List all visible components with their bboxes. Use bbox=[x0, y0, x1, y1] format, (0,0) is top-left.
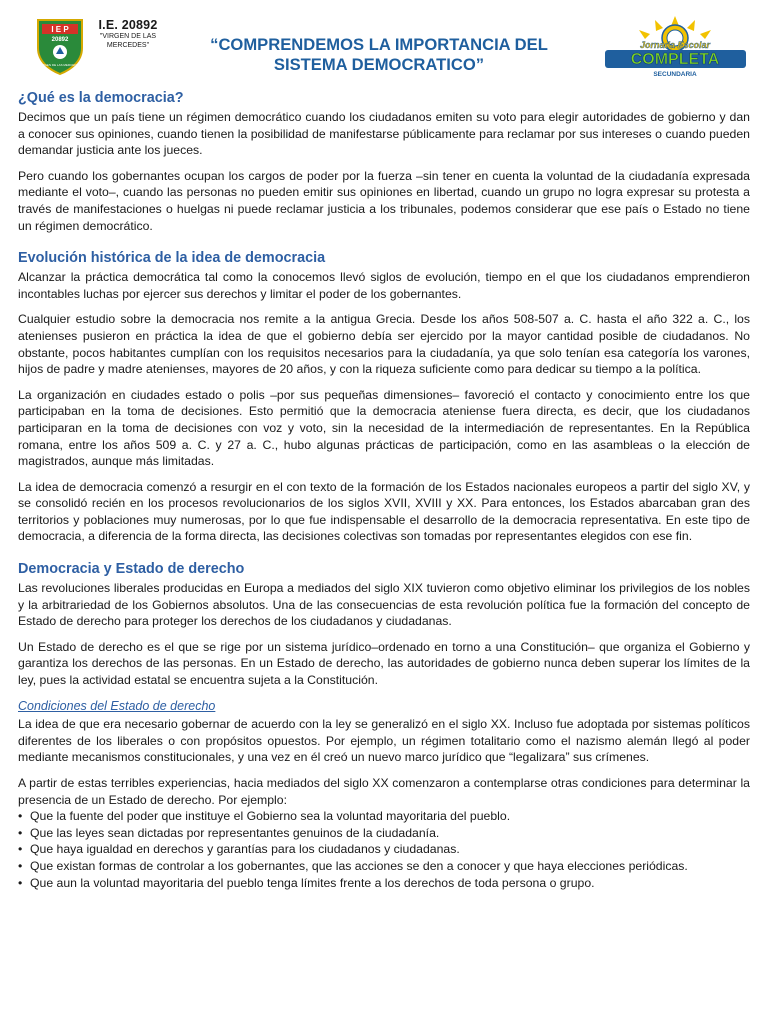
paragraph: Las revoluciones liberales producidas en Europa a mediados del siglo XIX tuvieron como objetivo eliminar los privilegios de los nobles y la arbitrariedad de los Gobiernos absolutos. Una de las consecuencias de esta revolución política fue la formación del concepto de Estado de derecho para proteger los derechos de los ciudadanos y ciudadanas. bbox=[18, 581, 750, 629]
list-item-text: Que aun la voluntad mayoritaria del pueblo tenga límites frente a los derechos de toda persona o grupo. bbox=[30, 875, 595, 890]
list-item bbox=[18, 808, 750, 825]
heading-democracia-estado-derecho: Democracia y Estado de derecho bbox=[18, 561, 245, 578]
list-item bbox=[18, 825, 750, 842]
bullet: • bbox=[18, 842, 23, 857]
school-info bbox=[88, 18, 168, 50]
document-header bbox=[0, 0, 768, 90]
paragraph: La idea de democracia comenzó a resurgir en el con texto de la formación de los Estados nacionales europeos a partir del siglo XV, y se consolidó recién en los procesos revolucionarios de los siglos XVII, XVIII y XX. Para entonces, los Estados abarcaban gran des territorios y poblaciones muy numerosas, por lo que fue indispensable el desarrollo de la democracia representativa. En este tipo de democracia, a diferencia de la forma directa, las decisiones colectivas son tomadas por representantes elegidos con ese fin. bbox=[18, 479, 750, 544]
paragraph: Alcanzar la práctica democrática tal como la conocemos llevó siglos de evolución, tiempo en el que los ciudadanos emprendieron incontables luchas por ejercer sus derechos y limitar el poder de los gobernantes. bbox=[18, 270, 750, 301]
document-body bbox=[18, 90, 750, 891]
document-title-line1: “COMPRENDEMOS LA IMPORTANCIA DEL bbox=[210, 35, 548, 54]
school-subtitle-line1: "VIRGEN DE LAS bbox=[99, 33, 157, 40]
paragraph: A partir de estas terribles experiencias, hacia mediados del siglo XX comenzaron a contemplarse otras condiciones para determinar la presencia de un Estado de derecho. Por ejemplo: bbox=[18, 776, 750, 807]
heading-evolucion-historica: Evolución histórica de la idea de democracia bbox=[18, 250, 326, 267]
list-item bbox=[18, 875, 750, 892]
school-crest-letters: I E P bbox=[51, 25, 69, 34]
list-item-text: Que existan formas de controlar a los gobernantes, que las acciones se den a conocer y que haya elecciones periódicas. bbox=[30, 858, 688, 873]
subheading-condiciones-estado-derecho: Condiciones del Estado de derecho bbox=[18, 698, 216, 713]
paragraph: Un Estado de derecho es el que se rige por un sistema jurídico–ordenado en torno a una Constitución– que organiza el Gobierno y garantiza los derechos de las personas. En un Estado de derecho, las autoridades de gobierno nunca deben superar los límites de la ley, pues la actividad estatal se encuentra sujeta a la Constitución. bbox=[18, 639, 750, 688]
paragraph: Decimos que un país tiene un régimen democrático cuando los ciudadanos emiten su voto para elegir autoridades de gobierno y dan a conocer sus opiniones, cuando tienen la posibilidad de manifestarse públicamente para reclamar por sus intereses o cuando pueden demandar justicia ante los jueces. bbox=[18, 110, 750, 158]
logo-text-secundaria: SECUNDARIA bbox=[653, 71, 697, 78]
school-name: I.E. 20892 bbox=[98, 18, 158, 32]
paragraph: Pero cuando los gobernantes ocupan los cargos de poder por la fuerza –sin tener en cuenta la voluntad de la ciudadanía expresada mediante el voto–, cuando las personas no pueden emitir sus opiniones en libertad, cuando un grupo no logra expresar su protesta a través de manifestaciones o huelgas ni puede reclamar justicia a los tribunales, podemos considerar que ese país o Estado no tiene un régimen democrático. bbox=[18, 168, 750, 233]
bullet: • bbox=[18, 825, 23, 840]
bullet: • bbox=[18, 858, 23, 873]
logo-text-jornada: Jornada Escolar bbox=[639, 40, 711, 50]
document-title bbox=[175, 35, 583, 75]
paragraph: La organización en ciudades estado o polis –por sus pequeñas dimensiones– favoreció el contacto y conocimiento entre los que participaban en la toma de decisiones. Esto permitió que la democracia ateniense fuera directa, es decir, que los ciudadanos participaran en la toma de decisiones con voz y voto, sin la necesidad de la intermediación de representantes. En la República romana, entre los años 509 a. C. y 27 a. C., hubo algunas prácticas de participación, como en las asambleas o la elección de magistrados, aunque más limitadas. bbox=[18, 387, 750, 469]
school-crest-caption: VIRGEN DE LAS MERCEDES bbox=[39, 63, 81, 67]
document-title-line2: SISTEMA DEMOCRATICO” bbox=[273, 55, 485, 74]
paragraph: Cualquier estudio sobre la democracia nos remite a la antigua Grecia. Desde los años 508-507 a. C. hasta el año 322 a. C., los atenienses pusieron en práctica la idea de que el gobierno debía ser ejercido por la mayor cantidad posible de ciudadanos. No obstante, pocos habitantes cumplían con los requisitos necesarios para la ciudadanía, ya que solo tenían esa categoría los varones, hijos de padre y madre atenienses, mayores de 20 años, y con la riqueza suficiente como para dedicar su tiempo a la política. bbox=[18, 312, 750, 377]
paragraph: La idea de que era necesario gobernar de acuerdo con la ley se generalizó en el siglo XX. Incluso fue adoptada por sistemas políticos diferentes de los liberales o con propósitos opuestos. Por ejemplo, un régimen totalitario como el nazismo alemán llegó al poder mediante mecanismos constitucionales, y una vez en él creó un nuevo marco jurídico que “legalizara” sus crímenes. bbox=[18, 717, 750, 765]
list-item-text: Que la fuente del poder que instituye el Gobierno sea la voluntad mayoritaria del pueblo. bbox=[30, 809, 511, 824]
bullet: • bbox=[18, 809, 23, 824]
list-item-text: Que las leyes sean dictadas por representantes genuinos de la ciudadanía. bbox=[30, 825, 440, 840]
list-item-text: Que haya igualdad en derechos y garantías para los ciudadanos y ciudadanas. bbox=[30, 842, 460, 857]
conditions-list bbox=[18, 808, 750, 891]
logo-text-completa: COMPLETA bbox=[630, 51, 720, 68]
list-item bbox=[18, 841, 750, 858]
bullet: • bbox=[18, 875, 23, 890]
school-crest-logo bbox=[34, 14, 86, 76]
list-item bbox=[18, 858, 750, 875]
heading-que-es-democracia: ¿Qué es la democracia? bbox=[18, 90, 184, 106]
school-subtitle-line2: MERCEDES" bbox=[106, 42, 150, 49]
school-crest-number: 20892 bbox=[51, 37, 69, 43]
jornada-escolar-completa-logo bbox=[603, 12, 748, 80]
